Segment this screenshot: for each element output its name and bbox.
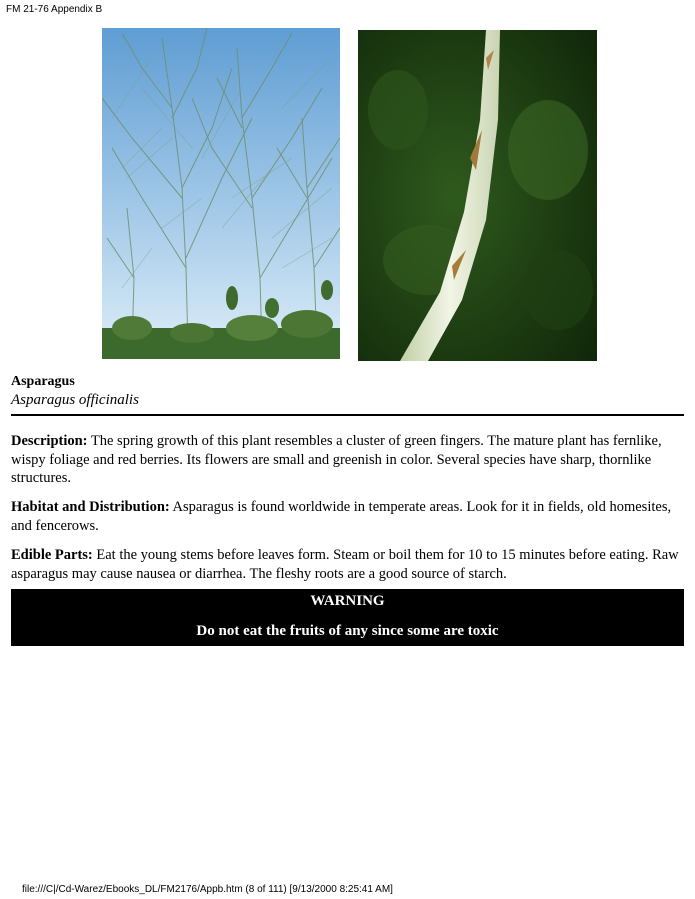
warning-box	[11, 589, 684, 646]
habitat-text: Asparagus is found worldwide in temperate areas. Look for it in fields, old homesites, and fencerows.	[11, 499, 672, 534]
description-paragraph	[11, 432, 685, 488]
page-header: FM 21-76 Appendix B	[6, 4, 103, 15]
section-divider	[11, 414, 684, 416]
plant-common-name: Asparagus	[11, 374, 75, 389]
edible-parts-text: Eat the young stems before leaves form. Steam or boil them for 10 to 15 minutes before eating. Raw asparagus may cause nausea or diarrhea. The fleshy roots are a good source of starch.	[11, 547, 679, 582]
page-footer: file:///C|/Cd-Warez/Ebooks_DL/FM2176/Appb.htm (8 of 111) [9/13/2000 8:25:41 AM]	[22, 884, 393, 895]
asparagus-stem-photo	[358, 30, 597, 361]
edible-parts-paragraph	[11, 546, 685, 583]
warning-title: WARNING	[310, 593, 385, 609]
plant-latin-name: Asparagus officinalis	[11, 392, 139, 408]
edible-parts-label: Edible Parts:	[11, 547, 93, 563]
habitat-paragraph	[11, 498, 685, 535]
description-label: Description:	[11, 433, 88, 449]
warning-text: Do not eat the fruits of any since some are toxic	[196, 623, 499, 639]
asparagus-mature-plant-photo	[102, 28, 340, 359]
habitat-label: Habitat and Distribution:	[11, 499, 170, 515]
description-text: The spring growth of this plant resembles a cluster of green fingers. The mature plant has fernlike, wispy foliage and red berries. Its flowers are small and greenish in color. Several species have sharp, thornlike structures.	[11, 433, 662, 486]
